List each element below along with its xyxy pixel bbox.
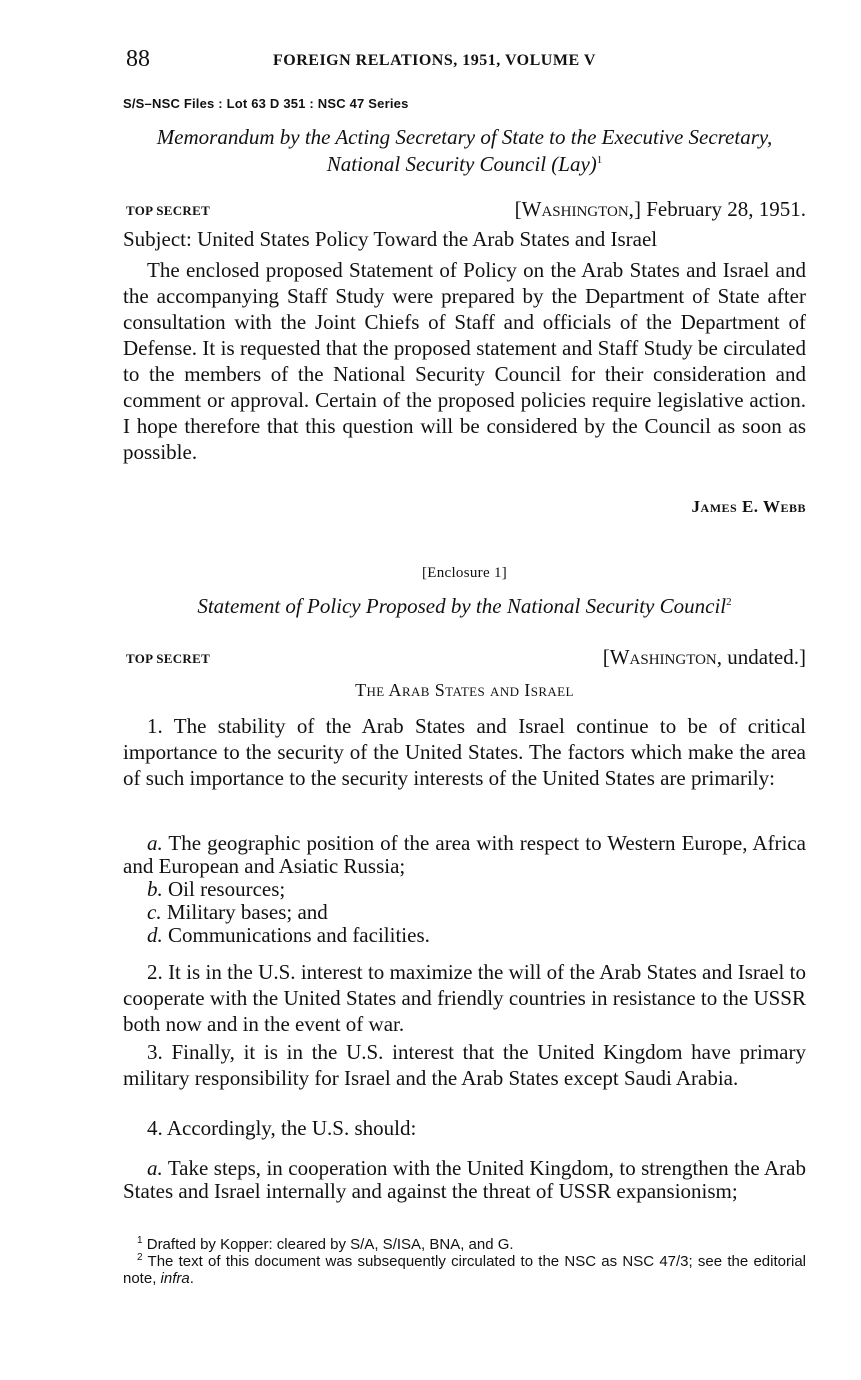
enclosure-label: [Enclosure 1] (421, 565, 508, 581)
factor-letter-d: d. (147, 923, 163, 947)
memo-title-footnote-mark: 1 (596, 154, 603, 166)
section-title: The Arab States and Israel (355, 680, 574, 700)
enclosure-place-rest: undated.] (722, 645, 806, 669)
enclosure-place-date (603, 645, 806, 670)
footnote-2 (123, 1253, 806, 1287)
factor-text-c: Military bases; and (161, 900, 328, 924)
memo-classification: TOP SECRET (126, 203, 211, 218)
file-reference: S/S–NSC Files : Lot 63 D 351 : NSC 47 Series (123, 96, 409, 111)
running-title: FOREIGN RELATIONS, 1951, VOLUME V (273, 52, 596, 69)
statement-title-footnote-mark: 2 (726, 596, 732, 608)
statement-title-text: Statement of Policy Proposed by the National Security Council (197, 594, 727, 618)
factor-letter-b: b. (147, 877, 163, 901)
action-letter-a: a. (147, 1156, 163, 1180)
paragraph-2: 2. It is in the U.S. interest to maximize the will of the Arab States and Israel to cooperate with the United States and friendly countries in resistance to the USSR both now and in the event of war. (123, 960, 806, 1036)
footnotes (123, 1236, 806, 1287)
factor-letter-c: c. (147, 900, 162, 924)
factor-item-b (123, 878, 806, 901)
memo-subject: Subject: United States Policy Toward the Arab States and Israel (123, 227, 658, 251)
enclosure-place-open: [ (602, 645, 610, 669)
paragraph-4: 4. Accordingly, the U.S. should: (147, 1116, 417, 1140)
factors-list (123, 832, 806, 947)
factor-text-d: Communications and facilities. (162, 923, 430, 947)
paragraph-1: 1. The stability of the Arab States and Israel continue to be of critical importance to the security of the United States. The factors which make the area of such importance to the security interests of the United States are primarily: (123, 714, 806, 790)
statement-title (123, 594, 806, 619)
footnote-1-mark: 1 (137, 1235, 143, 1246)
memo-signature: James E. Webb (691, 497, 806, 516)
factor-item-d (123, 924, 806, 947)
footnote-1 (123, 1236, 806, 1253)
memo-place-open: [ (514, 197, 522, 221)
footnote-2-end: . (189, 1270, 194, 1287)
memo-title (123, 124, 806, 178)
action-text-a: Take steps, in cooperation with the United Kingdom, to strengthen the Arab States and Israel internally and against the threat of USSR expansionism; (123, 1156, 806, 1203)
factor-text-a: The geographic position of the area with respect to Western Europe, Africa and European and Asiatic Russia; (123, 831, 806, 878)
factor-item-c (123, 901, 806, 924)
enclosure-classification-line (123, 645, 806, 671)
memo-title-text: Memorandum by the Acting Secretary of State to the Executive Secretary, National Security Council (Lay) (156, 125, 773, 176)
action-item-a (123, 1157, 806, 1203)
memo-place-date (515, 197, 806, 222)
factor-letter-a: a. (147, 831, 163, 855)
enclosure-place: Washington, (609, 645, 723, 669)
memo-place-close: ] (633, 197, 641, 221)
footnote-1-text: Drafted by Kopper: cleared by S/A, S/ISA, BNA, and G. (142, 1236, 514, 1253)
factor-item-a (123, 832, 806, 878)
footnote-2-italic: infra (160, 1270, 190, 1287)
footnote-2-text: The text of this document was subsequently circulated to the NSC as NSC 47/3; see the editorial note, (123, 1253, 806, 1287)
memo-place: Washington, (521, 197, 634, 221)
memo-classification-line (123, 197, 806, 223)
memo-body: The enclosed proposed Statement of Policy on the Arab States and Israel and the accompanying Staff Study were prepared by the Department of State after consultation with the Joint Chiefs of Staff and officials of the Department of Defense. It is requested that the proposed statement and Staff Study be circulated to the members of the National Security Council for their consideration and comment or approval. Certain of the proposed policies require legislative action. I hope therefore that this question will be considered by the Council as soon as possible. (123, 258, 806, 464)
enclosure-classification: TOP SECRET (126, 651, 211, 666)
running-head (123, 46, 806, 80)
factor-text-b: Oil resources; (162, 877, 286, 901)
footnote-2-mark: 2 (137, 1252, 143, 1263)
memo-date: February 28, 1951. (640, 197, 806, 221)
page-number: 88 (126, 46, 150, 72)
paragraph-3: 3. Finally, it is in the U.S. interest that the United Kingdom have primary military responsibility for Israel and the Arab States except Saudi Arabia. (123, 1040, 806, 1090)
